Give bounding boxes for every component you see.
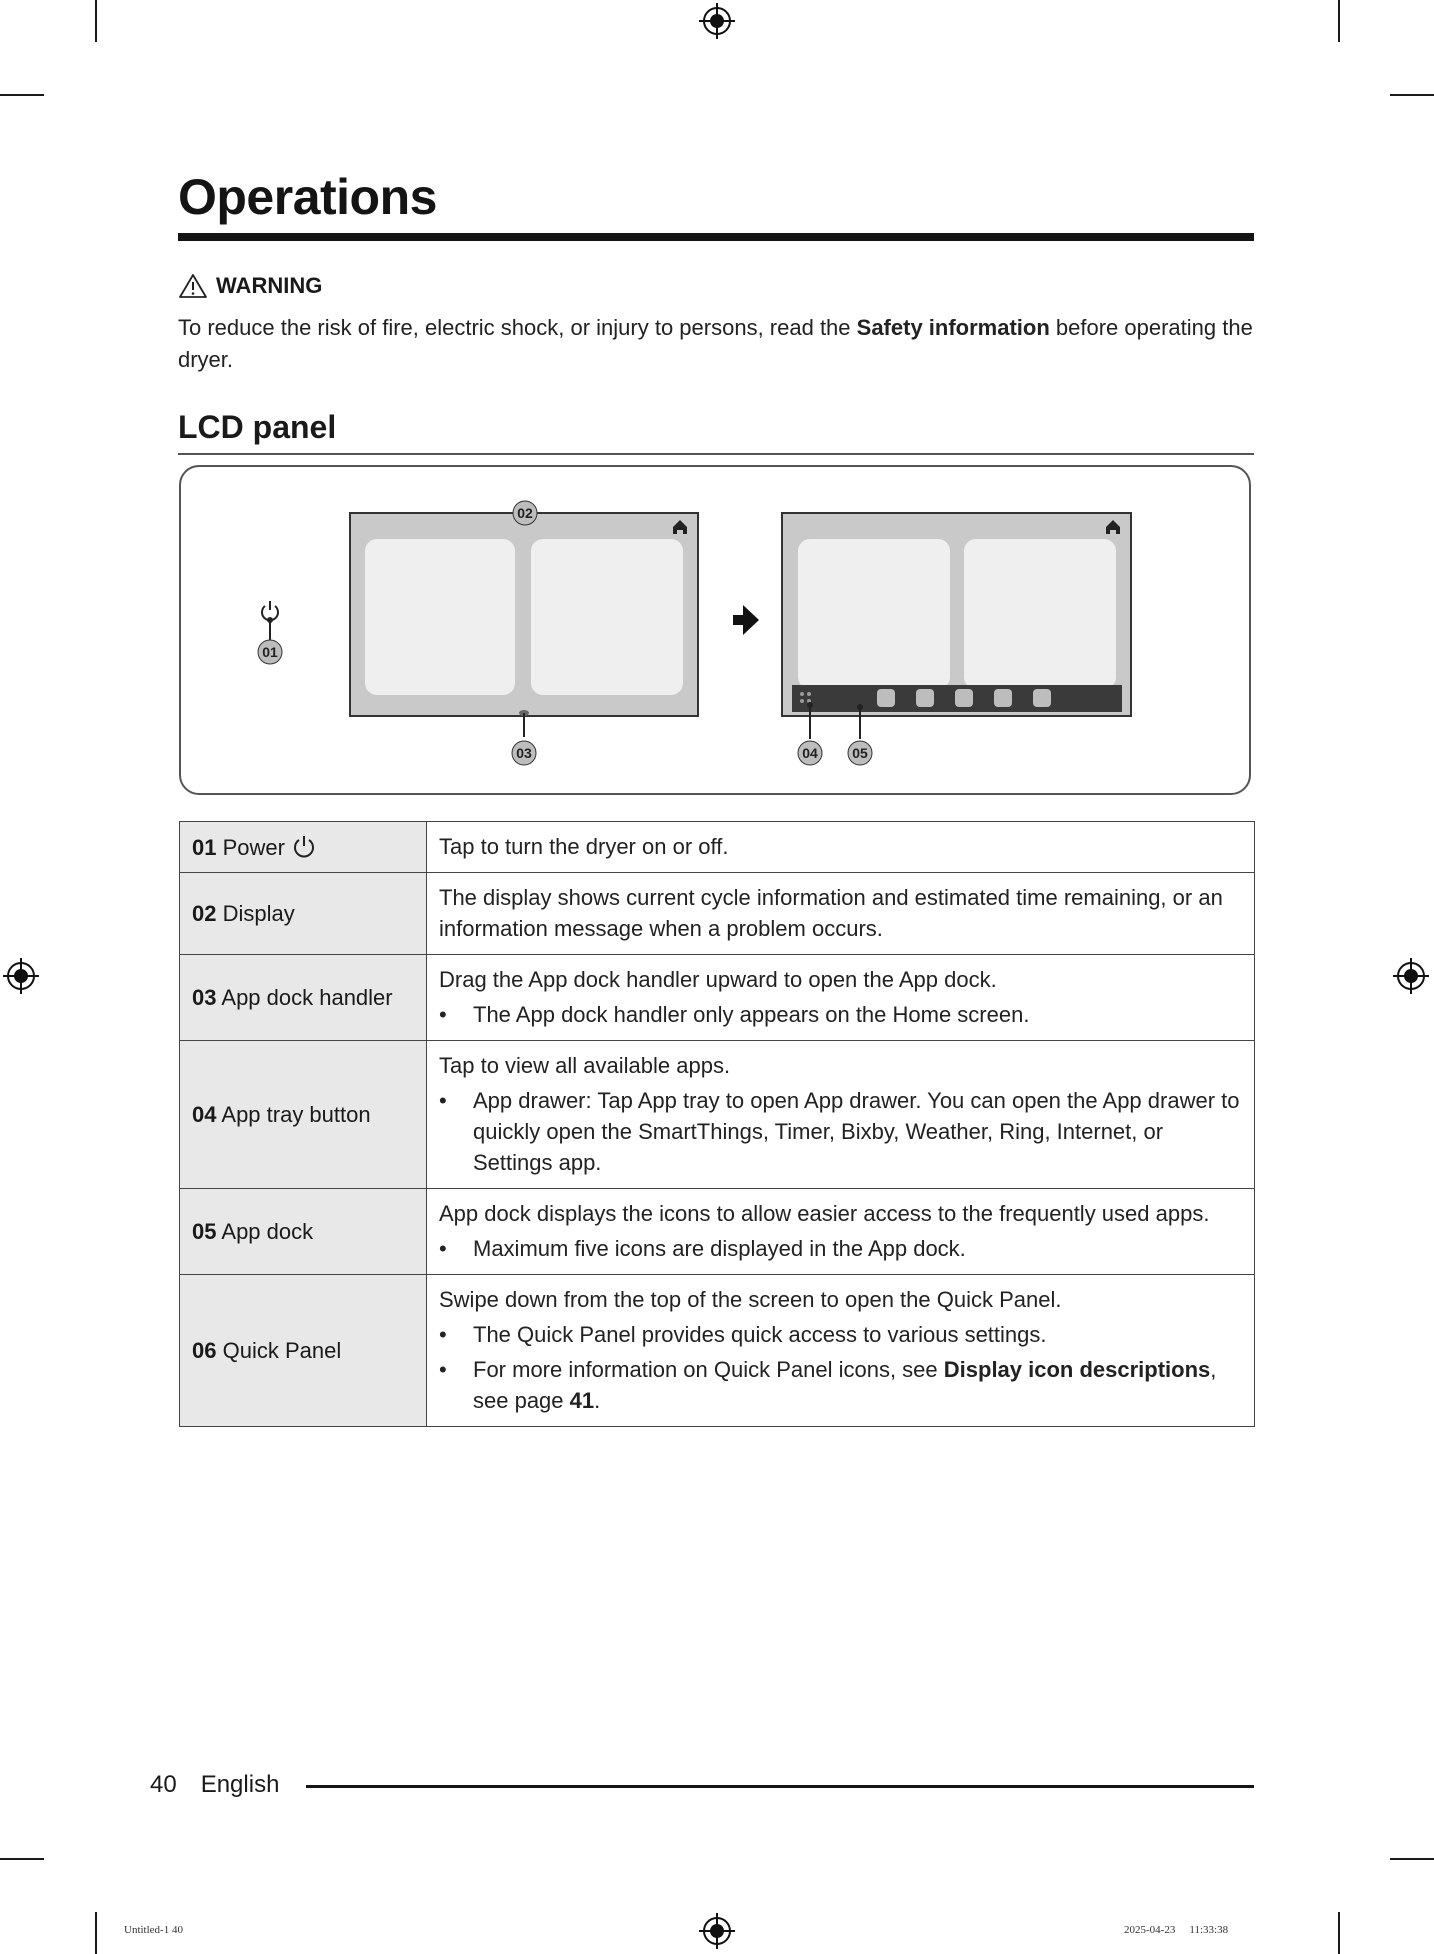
lcd-panel-table [179,821,1255,1427]
crop-mark [95,0,97,42]
crop-mark [0,94,44,96]
crop-mark [95,1912,97,1954]
row-text: Tap to turn the dryer on or off. [439,834,729,859]
row-number: 03 [192,985,217,1010]
app-card [531,539,683,695]
row-description [427,1041,1255,1189]
callout-02: 02 [517,505,533,521]
bullet-dot: • [439,1357,447,1382]
warning-label: WARNING [216,273,323,298]
row-description [427,1189,1255,1275]
bullet-text: App drawer: Tap App tray to open App drawer. You can open the App drawer to quickly open the SmartThings, Timer, Bixby, Weather, Ring, Internet, or Settings app. [473,1088,1240,1175]
row-number: 02 [192,901,217,926]
crop-mark [1338,0,1340,42]
callout-01: 01 [262,644,278,660]
app-card [798,539,950,689]
row-label [180,1041,427,1189]
warning-triangle-icon [178,273,208,299]
warning-header [178,273,322,299]
row-label [180,955,427,1041]
warning-text-part: before operating the dryer. [178,315,1253,372]
registration-mark-icon [3,958,39,994]
arrow-right-icon [733,605,759,635]
lcd-panel-diagram [181,467,1253,797]
row-description [427,955,1255,1041]
row-title: App dock [221,1219,314,1244]
row-label [180,822,427,873]
row-number: 05 [192,1219,217,1244]
registration-mark-icon [1393,958,1429,994]
bullet-text: The Quick Panel provides quick access to various settings. [473,1322,1047,1347]
row-title: App dock handler [221,985,393,1010]
section-title: LCD panel [178,409,337,445]
bullet-item [439,999,1242,1030]
bullet-dot: • [439,1002,447,1027]
bullet-text [473,1354,1242,1416]
registration-mark-icon [699,1913,735,1949]
dock-app-icon [916,689,934,707]
bullet-text: The App dock handler only appears on the Home screen. [473,1002,1030,1027]
footer-rule [306,1785,1254,1788]
row-label [180,1275,427,1427]
crop-mark [1390,1858,1434,1860]
crop-mark [0,1858,44,1860]
table-row [180,822,1255,873]
warning-text-part: To reduce the risk of fire, electric shock, or injury to persons, read the [178,315,857,340]
row-description [427,873,1255,955]
row-text: Drag the App dock handler upward to open the App dock. [439,967,997,992]
crop-mark [1390,94,1434,96]
row-label [180,873,427,955]
bullet-text: Maximum five icons are displayed in the App dock. [473,1236,966,1261]
page-footer [150,1771,279,1799]
bullet-dot: • [439,1322,447,1347]
page-title: Operations [178,169,437,225]
row-number: 01 [192,834,217,860]
dock-app-icon [877,689,895,707]
title-rule [178,233,1254,241]
bullet-text-part: For more information on Quick Panel icons, see [473,1357,944,1382]
row-text: Tap to view all available apps. [439,1053,731,1078]
print-slug-right: 2025-04-23 ￿ 11:33:38 [1124,1924,1229,1936]
row-title: Display [222,901,295,926]
table-row [180,1275,1255,1427]
page-number: 40 [150,1771,177,1798]
dock-app-icon [1033,689,1051,707]
table-row [180,955,1255,1041]
dock-app-icon [955,689,973,707]
row-title: Quick Panel [222,1338,342,1363]
crop-mark [1338,1912,1340,1954]
app-card [365,539,515,695]
bullet-text-part: , see page [473,1357,1217,1413]
power-icon [291,834,317,860]
registration-mark-icon [699,3,735,39]
row-label [180,1189,427,1275]
cross-reference-title: Display icon descriptions [943,1357,1211,1382]
table-row [180,1189,1255,1275]
row-number: 06 [192,1338,217,1363]
bullet-item [439,1233,1242,1264]
bullet-item [439,1354,1242,1416]
row-title: App tray button [221,1102,371,1127]
row-number: 04 [192,1102,217,1127]
bullet-item [439,1085,1242,1178]
bullet-text-part: . [594,1388,601,1413]
print-slug-left: Untitled-1 40 [124,1924,183,1936]
callout-03: 03 [516,745,532,761]
bullet-dot: • [439,1236,447,1261]
footer-language: English [200,1771,280,1798]
row-text: Swipe down from the top of the screen to open the Quick Panel. [439,1287,1062,1312]
bullet-dot: • [439,1088,447,1113]
row-text: The display shows current cycle information and estimated time remaining, or an information message when a problem occurs. [439,885,1223,941]
bullet-item [439,1319,1242,1350]
callout-05: 05 [852,745,868,761]
table-row [180,1041,1255,1189]
section-rule [178,453,1254,455]
callout-04: 04 [802,745,818,761]
row-description [427,1275,1255,1427]
lcd-panel-figure [179,465,1251,795]
row-description [427,822,1255,873]
warning-text-bold: Safety information [856,315,1050,340]
app-card [964,539,1116,689]
cross-reference-page: 41 [569,1388,595,1413]
table-row [180,873,1255,955]
row-title: Power [222,834,285,860]
warning-text [178,312,1258,376]
row-text: App dock displays the icons to allow easier access to the frequently used apps. [439,1201,1210,1226]
dock-app-icon [994,689,1012,707]
